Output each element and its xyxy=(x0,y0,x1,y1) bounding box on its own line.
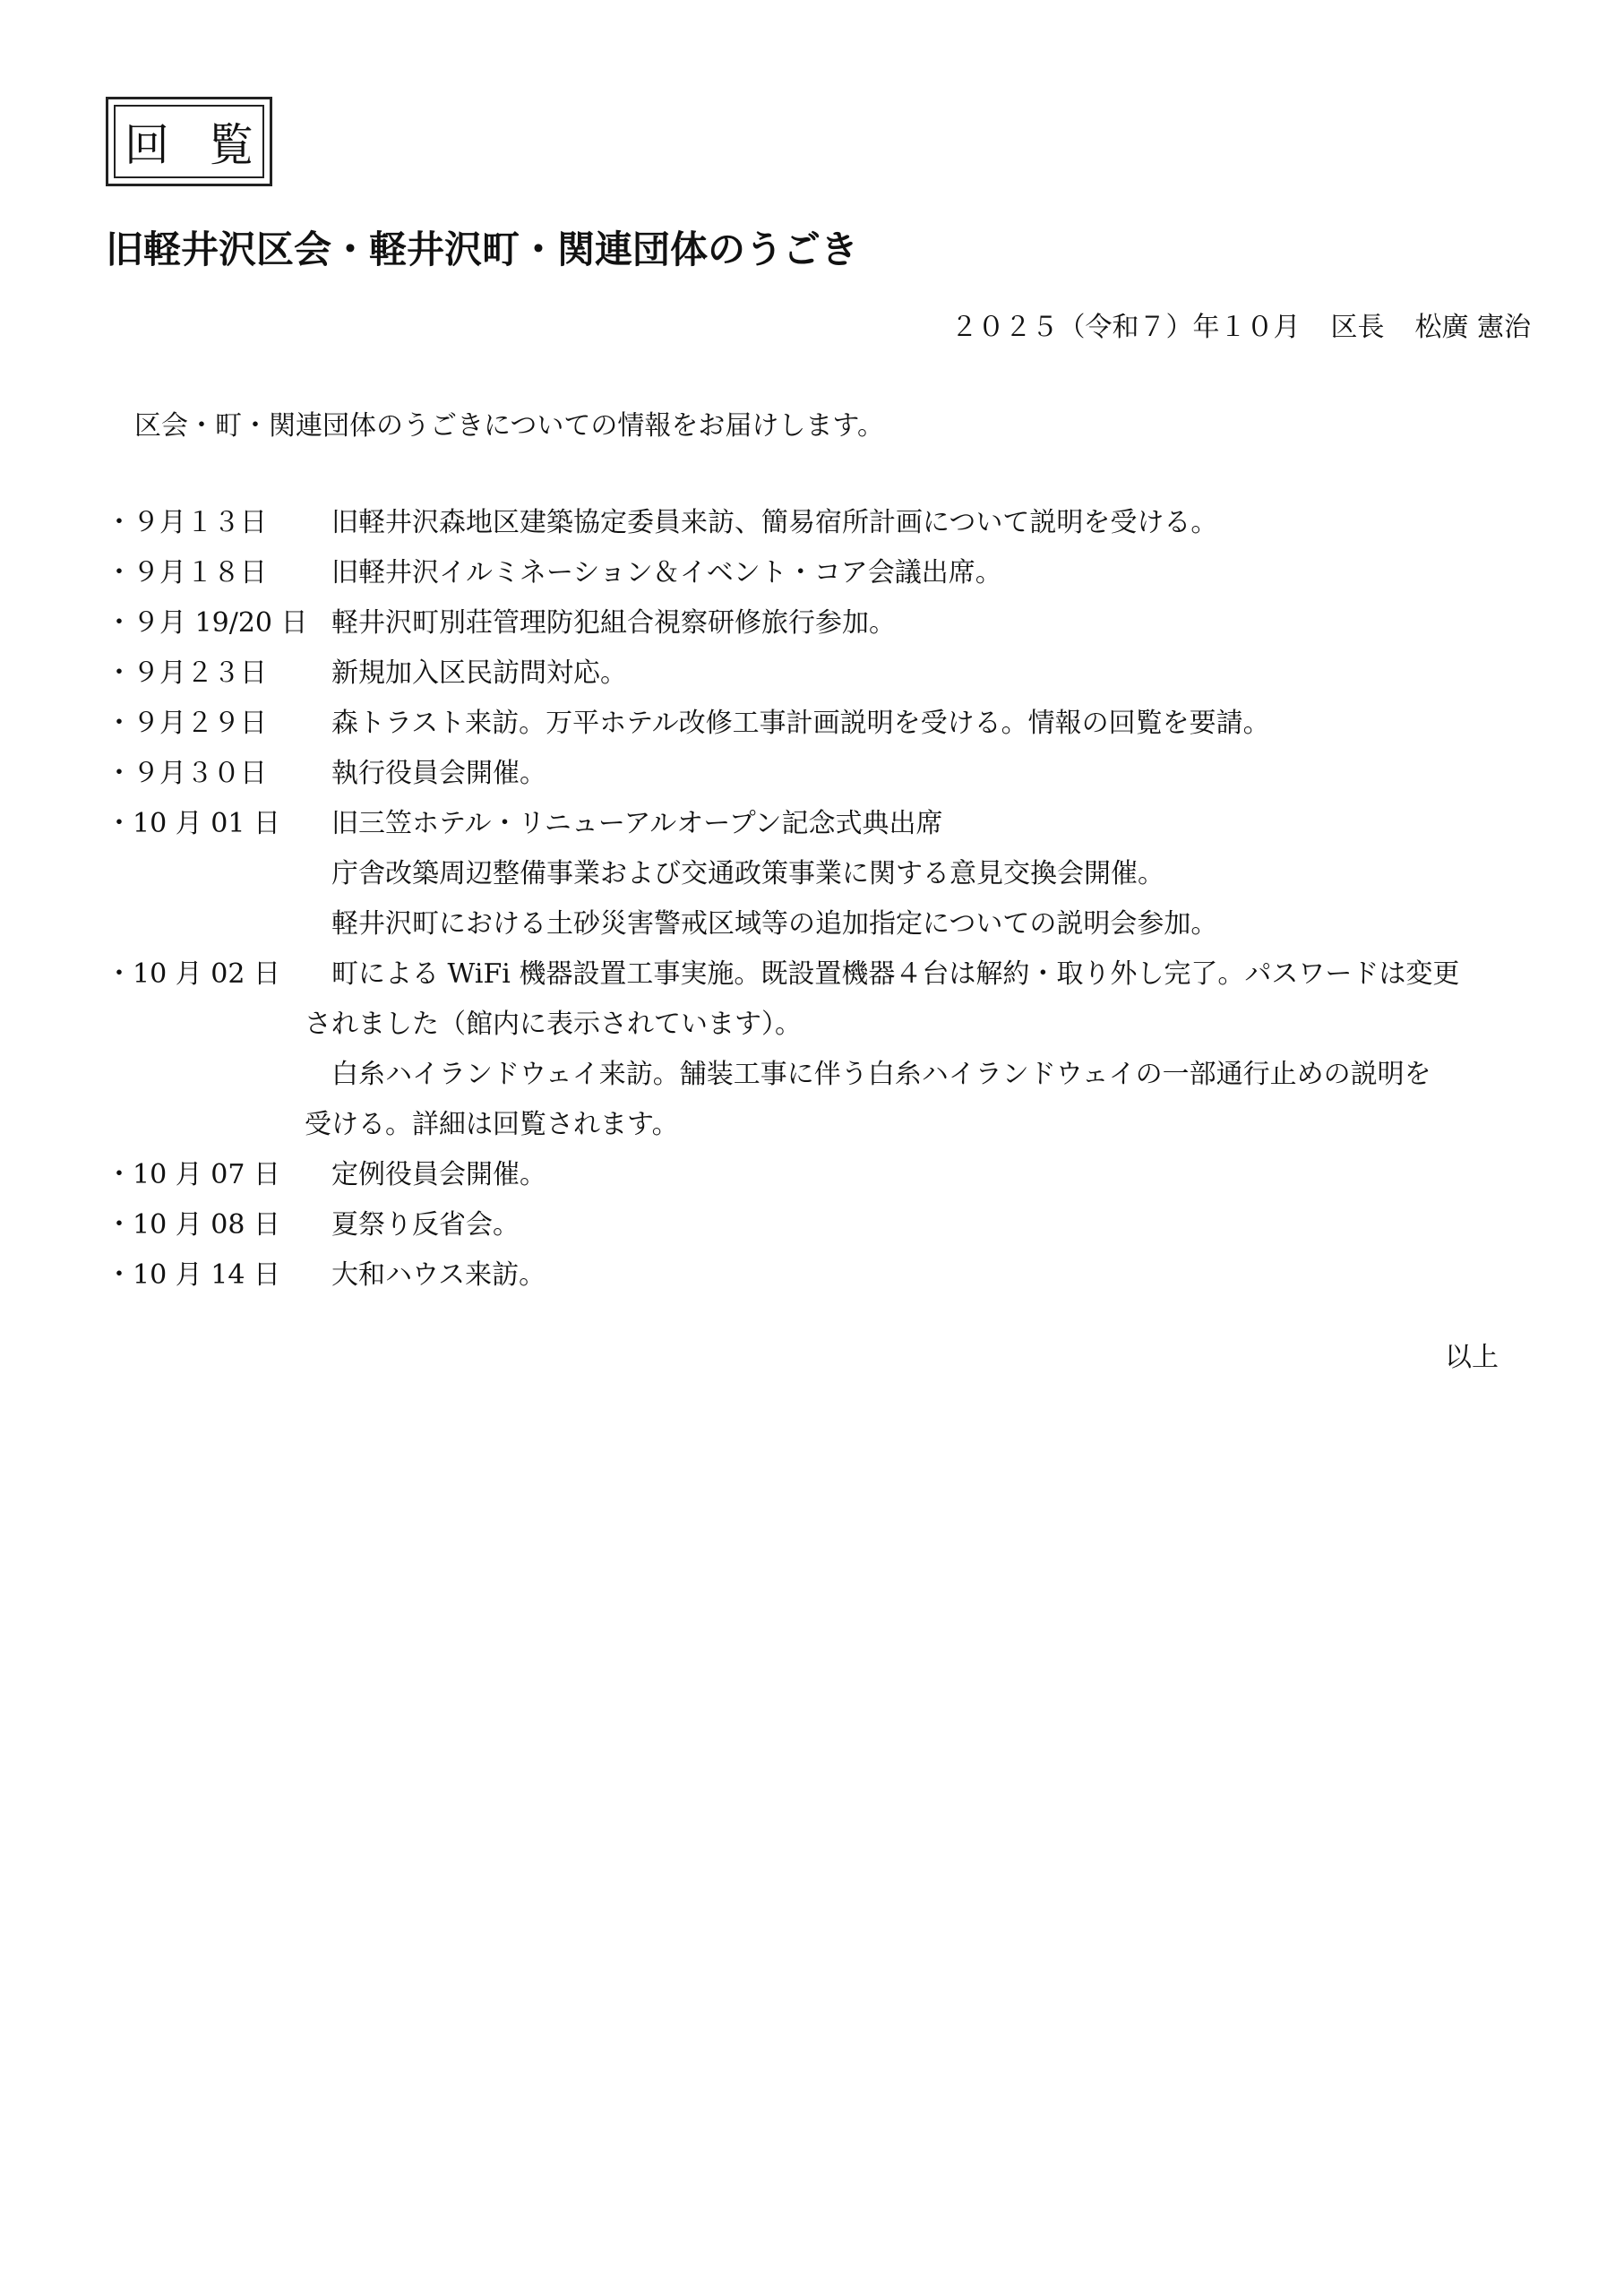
event-date: ・10 月 01 日 xyxy=(106,808,280,839)
event-date: ・９月１３日 xyxy=(106,507,267,538)
event-entry xyxy=(106,749,1539,799)
event-text: 森トラスト来訪。万平ホテル改修工事計画説明を受ける。情報の回覧を要請。 xyxy=(331,708,1270,739)
event-text: 庁舎改築周辺整備事業および交通政策事業に関する意見交換会開催。 xyxy=(331,858,1164,889)
event-date: ・10 月 14 日 xyxy=(106,1259,280,1291)
event-text: 軽井沢町における土砂災害警戒区域等の追加指定についての説明会参加。 xyxy=(331,908,1218,940)
event-text: 執行役員会開催。 xyxy=(331,758,546,789)
author-name: 松廣 憲治 xyxy=(1414,312,1531,343)
event-text: 旧三笠ホテル・リニューアルオープン記念式典出席 xyxy=(331,808,943,839)
event-entry xyxy=(106,498,1539,548)
event-text: されました（館内に表示されています）。 xyxy=(305,1009,802,1040)
event-entry xyxy=(106,799,1539,949)
event-date: ・10 月 02 日 xyxy=(106,958,280,990)
event-text: 大和ハウス来訪。 xyxy=(331,1259,546,1291)
event-text: 町による WiFi 機器設置工事実施。既設置機器４台は解約・取り外し完了。パスワードは変更 xyxy=(331,958,1460,990)
event-text: 白糸ハイランドウェイ来訪。舗装工事に伴う白糸ハイランドウェイの一部通行止めの説明を xyxy=(331,1059,1431,1090)
event-date: ・９月１８日 xyxy=(106,557,267,588)
dateline xyxy=(950,305,1531,344)
circulation-stamp xyxy=(106,97,272,186)
author-role: 区長 xyxy=(1330,312,1385,343)
event-text: 軽井沢町別荘管理防犯組合視察研修旅行参加。 xyxy=(331,607,896,639)
event-entry xyxy=(106,548,1539,598)
event-entry xyxy=(106,1250,1539,1301)
event-entry xyxy=(106,648,1539,699)
event-text: 定例役員会開催。 xyxy=(331,1159,546,1190)
event-entry xyxy=(106,1150,1539,1200)
closing-text: 以上 xyxy=(1445,1342,1499,1373)
event-text: 受ける。詳細は回覧されます。 xyxy=(305,1109,679,1140)
event-text: 夏祭り反省会。 xyxy=(331,1209,520,1241)
event-entry xyxy=(106,949,1539,1150)
event-list xyxy=(106,498,1539,1301)
event-entry xyxy=(106,598,1539,648)
event-date: ・９月３０日 xyxy=(106,758,267,789)
event-date: ・９月２９日 xyxy=(106,708,267,739)
event-date: ・10 月 07 日 xyxy=(106,1159,280,1190)
event-text: 旧軽井沢イルミネーション＆イベント・コア会議出席。 xyxy=(331,557,1002,588)
intro-text: 区会・町・関連団体のうごきについての情報をお届けします。 xyxy=(134,410,884,442)
issue-date: ２０２５（令和７）年１０月 xyxy=(950,312,1301,343)
event-date: ・９月２３日 xyxy=(106,657,267,689)
event-text: 旧軽井沢森地区建築協定委員来訪、簡易宿所計画について説明を受ける。 xyxy=(331,507,1218,538)
stamp-char-2: 覧 xyxy=(209,119,253,171)
event-entry xyxy=(106,699,1539,749)
document-title: 旧軽井沢区会・軽井沢町・関連団体のうごき xyxy=(106,228,859,271)
event-date: ・９月 19/20 日 xyxy=(106,607,308,639)
event-entry xyxy=(106,1200,1539,1250)
event-text: 新規加入区民訪問対応。 xyxy=(331,657,627,689)
stamp-char-1: 回 xyxy=(125,119,169,171)
event-date: ・10 月 08 日 xyxy=(106,1209,280,1241)
